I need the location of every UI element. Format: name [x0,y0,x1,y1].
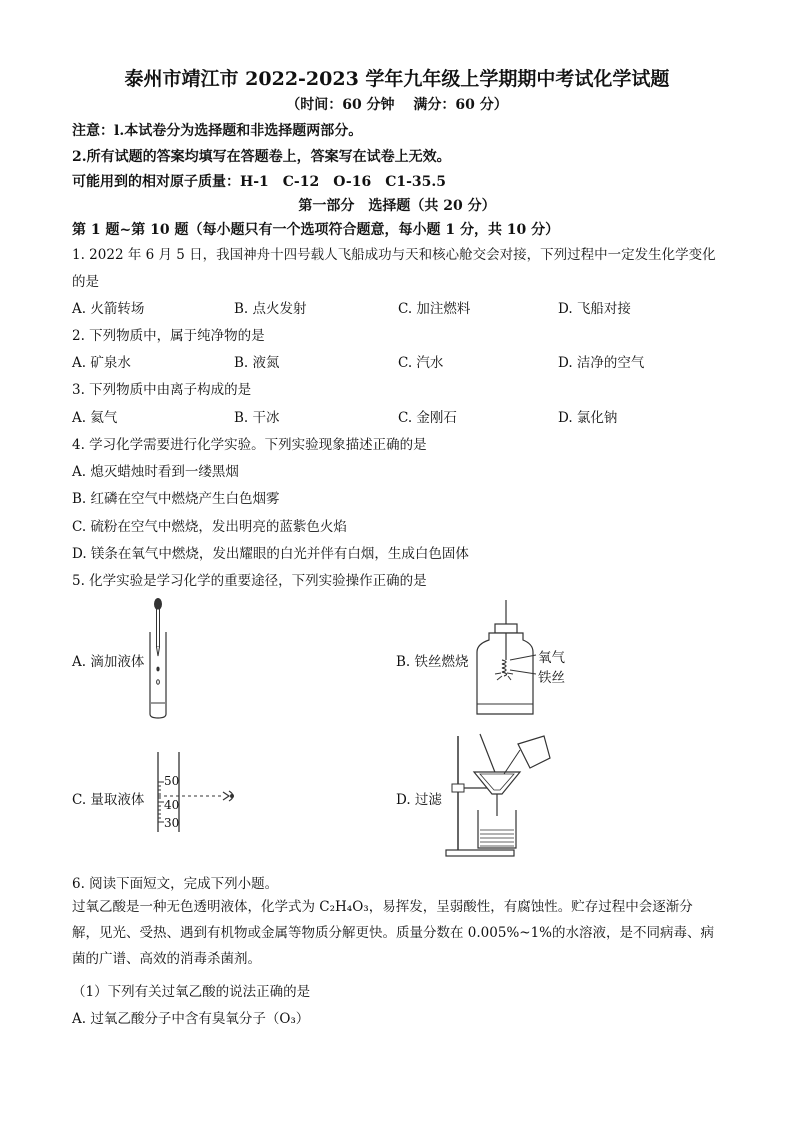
q6-passage-line-3: 菌的广谱、高效的消毒杀菌剂。 [72,951,261,967]
q6-sub1-option-a: A. 过氧乙酸分子中含有臭氧分子（O₃） [72,1011,310,1027]
note-2: 2.所有试题的答案均填写在答题卷上，答案写在试卷上无效。 [72,149,451,165]
q4-option-d: D. 镁条在氧气中燃烧，发出耀眼的白光并伴有白烟，生成白色固体 [72,546,469,562]
q6-passage-line-2: 解，见光、受热、遇到有机物或金属等物质分解更快。质量分数在 0.005%~1%的水溶液，是不同病毒、病 [72,925,714,941]
scale-50: 50 [164,774,180,788]
q3-option-b: B. 干冰 [234,410,280,426]
q1-stem-cont: 的是 [72,274,99,290]
q5-option-c: C. 量取液体 [72,792,145,808]
q5-stem: 5. 化学实验是学习化学的重要途径，下列实验操作正确的是 [72,573,427,589]
iron-wire-leaders [510,652,540,682]
q4-option-a: A. 熄灭蜡烛时看到一缕黑烟 [72,464,239,480]
q3-option-c: C. 金刚石 [398,410,457,426]
oxygen-label: 氧气 [538,650,565,666]
q1-option-c: C. 加注燃料 [398,301,471,317]
atomic-masses: 可能用到的相对原子质量：H-1 C-12 O-16 C1-35.5 [72,174,447,190]
scale-40: 40 [164,798,180,812]
q4-stem: 4. 学习化学需要进行化学实验。下列实验现象描述正确的是 [72,437,427,453]
q1-option-b: B. 点火发射 [234,301,307,317]
q3-option-a: A. 氦气 [72,410,118,426]
dropper-figure [145,596,175,720]
q6-passage-line-1: 过氧乙酸是一种无色透明液体，化学式为 C₂H₄O₃，易挥发，呈弱酸性，有腐蚀性。贮存过程中会逐渐分 [72,899,693,915]
scale-30: 30 [164,816,180,830]
q1-option-d: D. 飞船对接 [558,301,631,317]
iron-wire-label: 铁丝 [538,670,565,686]
q2-option-b: B. 液氮 [234,355,280,371]
q3-option-d: D. 氯化钠 [558,410,618,426]
q6-subquestion-1: （1）下列有关过氧乙酸的说法正确的是 [72,984,311,1000]
q3-stem: 3. 下列物质中由离子构成的是 [72,382,252,398]
filtration-figure [444,732,564,858]
q1-stem: 1. 2022 年 6 月 5 日，我国神舟十四号载人飞船成功与天和核心舱交会对接，下列过程中一定发生化学变化 [72,247,716,263]
q5-option-b: B. 铁丝燃烧 [396,654,469,670]
q2-stem: 2. 下列物质中，属于纯净物的是 [72,328,265,344]
q2-option-c: C. 汽水 [398,355,444,371]
exam-subtitle: （时间：60 分钟 满分：60 分） [286,97,508,113]
q5-option-d: D. 过滤 [396,792,442,808]
q6-stem: 6. 阅读下面短文，完成下列小题。 [72,876,279,892]
group-header: 第 1 题~第 10 题（每小题只有一个选项符合题意，每小题 1 分，共 10 分） [72,222,560,238]
part-title: 第一部分 选择题（共 20 分） [298,198,496,214]
note-1: 注意：l.本试卷分为选择题和非选择题两部分。 [72,123,363,139]
q4-option-b: B. 红磷在空气中燃烧产生白色烟雾 [72,491,280,507]
q2-option-a: A. 矿泉水 [72,355,131,371]
q1-option-a: A. 火箭转场 [72,301,145,317]
exam-title: 泰州市靖江市 2022-2023 学年九年级上学期期中考试化学试题 [124,68,670,90]
q5-option-a: A. 滴加液体 [72,654,145,670]
q2-option-d: D. 洁净的空气 [558,355,645,371]
q6-passage [72,894,722,972]
q4-option-c: C. 硫粉在空气中燃烧，发出明亮的蓝紫色火焰 [72,519,347,535]
